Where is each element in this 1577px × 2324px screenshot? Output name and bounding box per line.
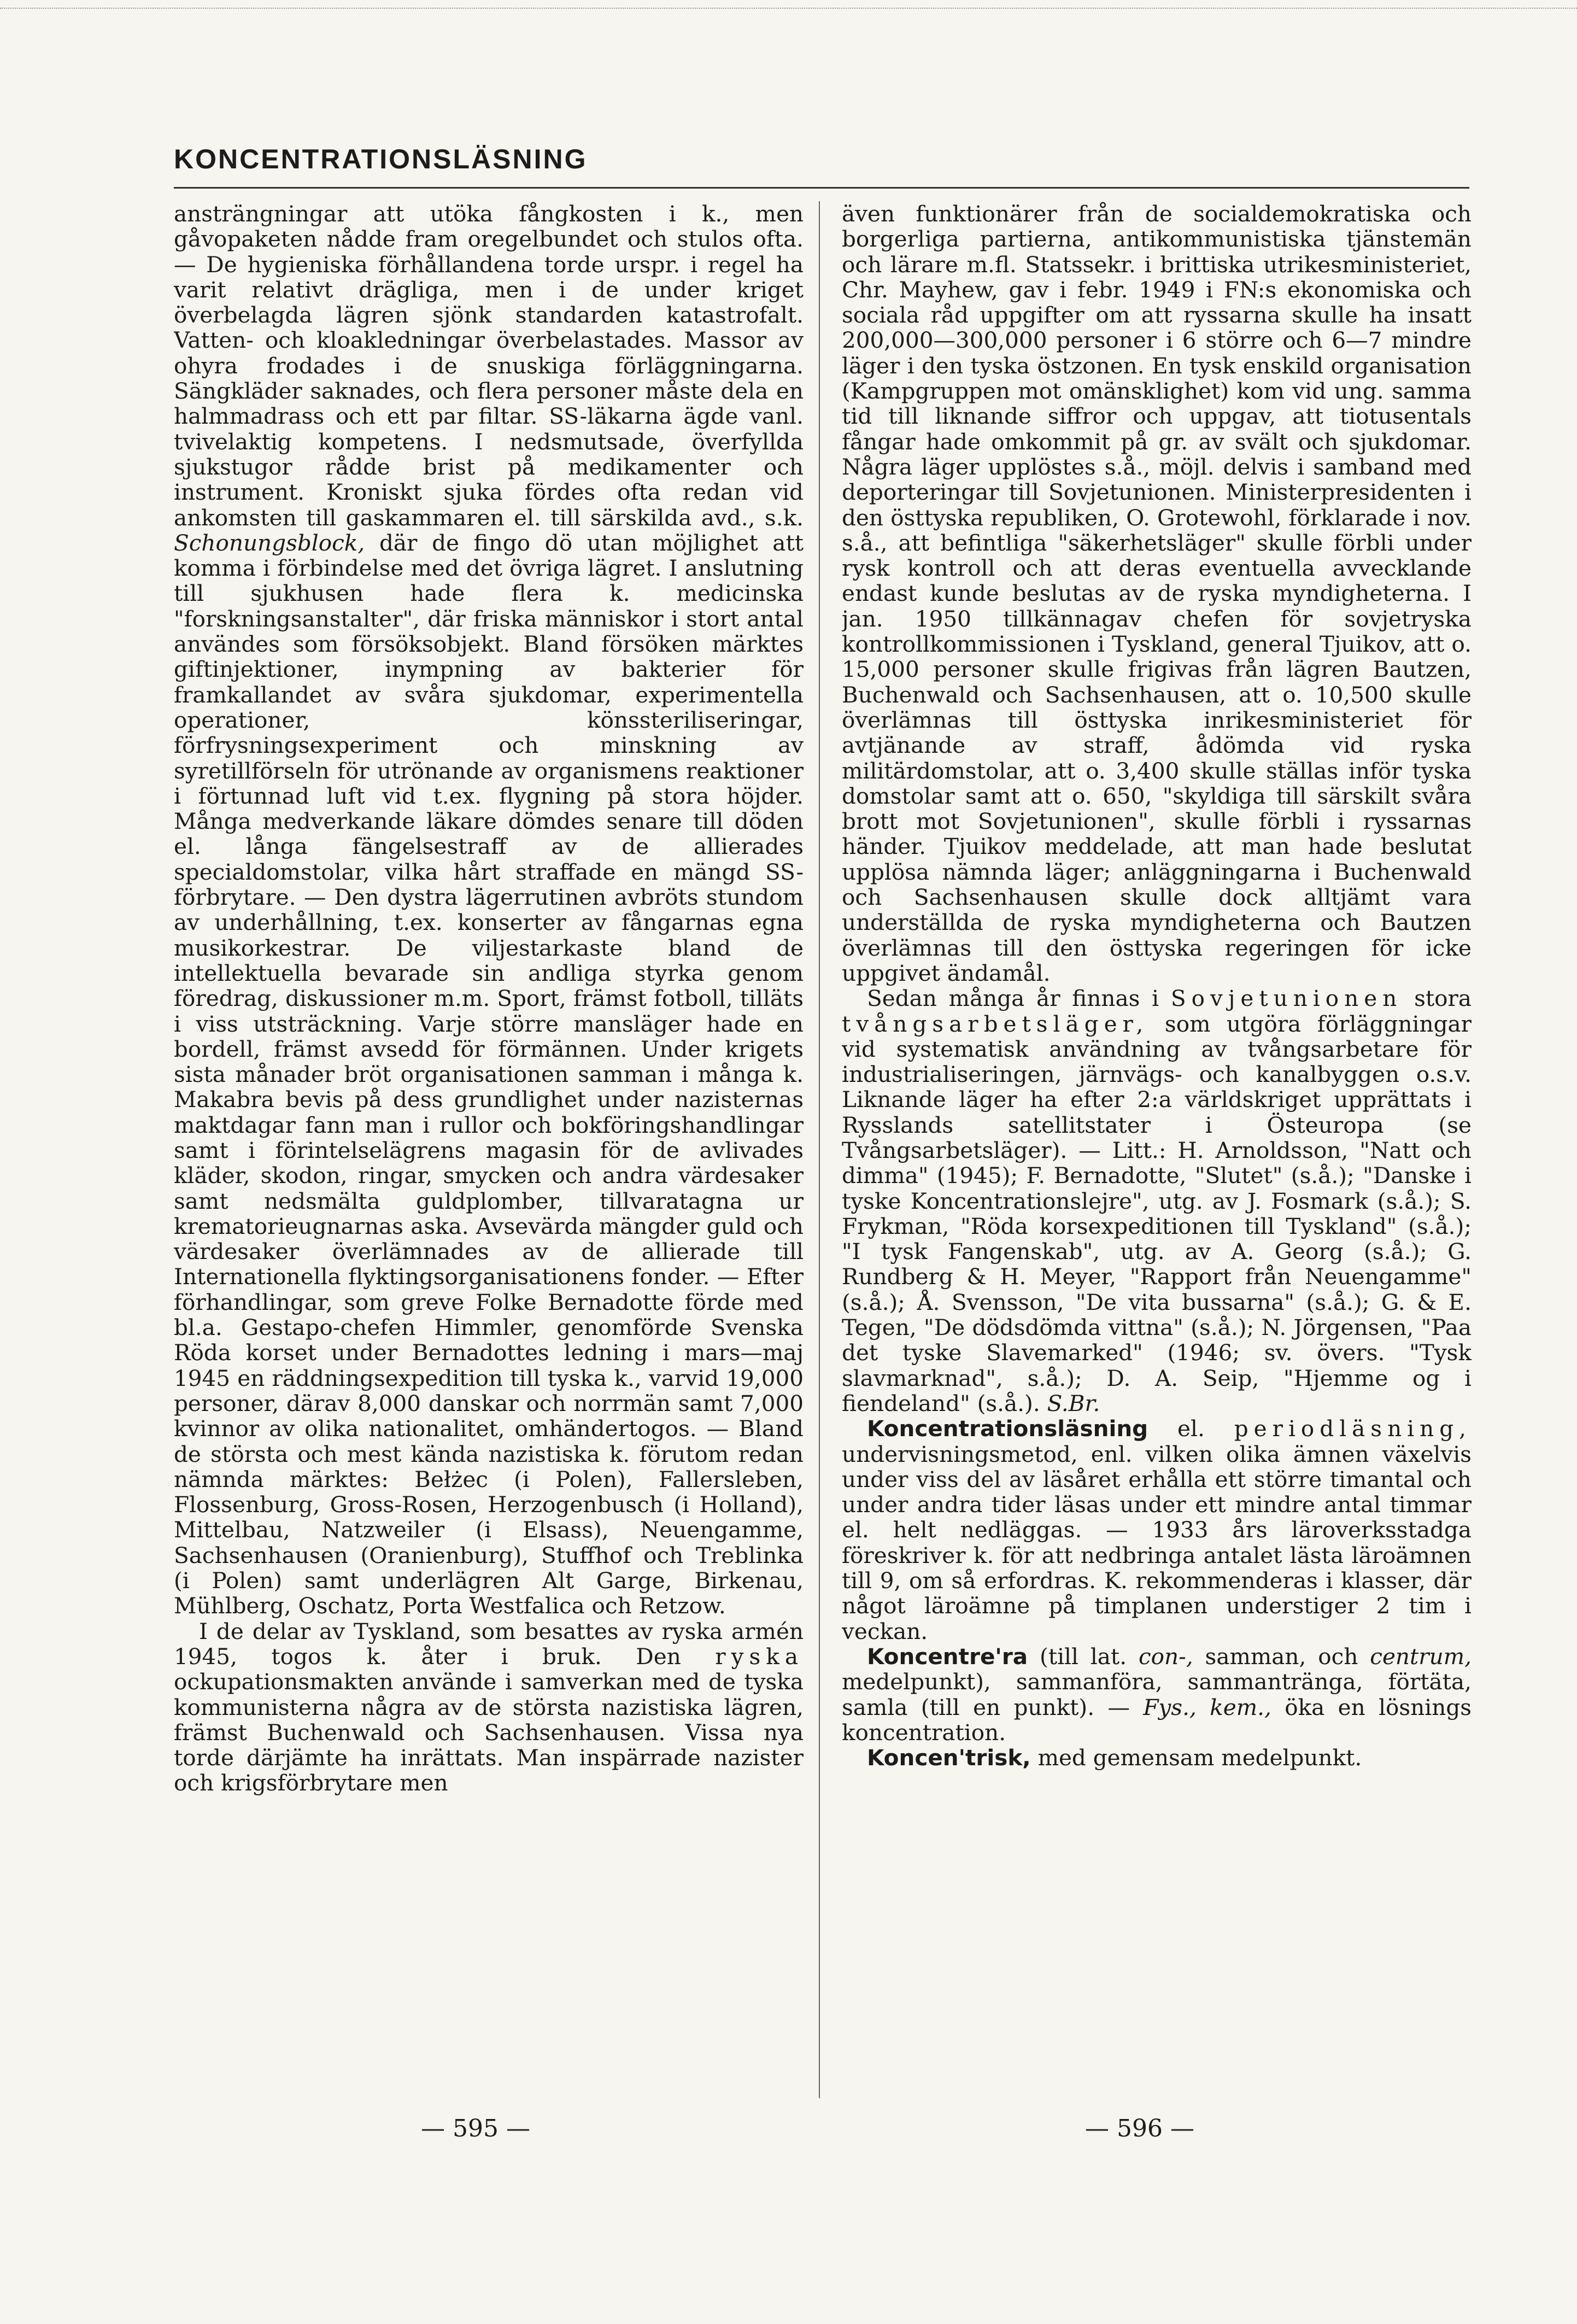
right-column [842,201,1472,2104]
left-paragraph-2 [174,1619,804,1796]
page-number-right: — 596 — [1085,2115,1194,2142]
text-run: med gemensam medelpunkt. [1037,1745,1362,1771]
text-run: medelpunkt), sammanföra, sammantränga, förtäta, samla (till en punkt). — [842,1669,1472,1720]
italic-term: Fys., kem., [1143,1694,1271,1720]
entry-koncentrisk [842,1745,1472,1770]
author-signature: S.Br. [1047,1390,1100,1416]
right-paragraph-2 [842,986,1472,1416]
spaced-term: Sovjetunionen [1170,985,1403,1012]
text-run: där de fingo dö utan möjlighet att komma i förbindelse med det övriga lägret. I anslutning till sjukhusen hade flera k. medicinska "forskningsanstalter", där friska människor i stort antal användes som försöksobjekt. Bland försöken märktes giftinjektioner, inympning av bakterier för framkallandet av svåra sjukdomar, experimentella operationer, könssteriliseringar, förfrysningsexperiment och minskning av syretillförseln för utrönande av organismens reaktioner i förtunnad luft vid t.ex. flygning på stora höjder. Många medverkande läkare dömdes senare till döden el. långa fängelsestraff av de allierades specialdomstolar, vilka hårt straffade en mängd SS-förbrytare. — Den dystra lägerrutinen avbröts stundom av underhållning, t.ex. konserter av fångarnas egna musikorkestrar. De viljestarkaste bland de intellektuella bevarade sin andliga styrka genom föredrag, diskussioner m.m. Sport, främst fotboll, tilläts i viss utsträckning. Varje större mansläger hade en bordell, främst avsedd för förmännen. Under krigets sista månader bröt organisationen samman i många k. Makabra bevis på dess grundlighet under nazisternas maktdagar fann man i rullor och bokföringshandlingar samt i förintelselägrens magasin för de avlivades kläder, skodon, ringar, smycken och andra värdesaker samt nedsmälta guldplomber, tillvaratagna ur krematorieugnarnas aska. Avsevärda mängder guld och värdesaker överlämnades av de allierade till Internationella flyktingsorganisationens fonder. — Efter förhandlingar, som greve Folke Bernadotte förde med bl.a. Gestapo-chefen Himmler, genomförde Svenska Röda korset under Bernadottes ledning i mars—maj 1945 en räddningsexpedition till tyska k., varvid 19,000 personer, därav 8,000 danskar och norrmän samt 7,000 kvinnor av olika nationalitet, omhändertogos. — Bland de största och mest kända nazistiska k. förutom redan nämnda märktes: Bełżec (i Polen), Fallersleben, Flossenburg, Gross-Rosen, Herzogenbusch (i Holland), Mittelbau, Natzweiler (i Elsass), Neuengamme, Sachsenhausen (Oranienburg), Stuffhof och Treblinka (i Polen) samt underlägren Alt Garge, Birkenau, Mühlberg, Oschatz, Porta Westfalica och Retzow. [174,529,804,1619]
page-number-left: — 595 — [421,2115,530,2142]
italic-term: centrum, [1370,1643,1472,1670]
text-run: I de delar av Tyskland, som besattes av ryska armén 1945, togos k. åter i bruk. Den [174,1618,804,1670]
header-rule [174,187,1469,189]
entry-koncentrationslasning [842,1416,1472,1644]
text-run: ansträngningar att utöka fångkosten i k., men gåvopaketen nådde fram oregelbundet och stulos ofta. — De hygieniska förhållandena torde urspr. i regel ha varit relativt drägliga, men i de under kriget överbelagda lägren sjönk standarden katastrofalt. Vatten- och kloakledningar överbelastades. Massor av ohyra frodades i de snuskiga förläggningarna. Sängkläder saknades, och flera personer måste dela en halmmadrass och ett par filtar. SS-läkarna ägde vanl. tvivelaktig kompetens. I nedsmutsade, överfyllda sjukstugor rådde brist på medikamenter och instrument. Kroniskt sjuka fördes ofta redan vid ankomsten till gaskammaren el. till särskilda avd., s.k. [174,201,804,531]
text-run: samman, och [1205,1643,1358,1670]
entry-headword: Koncentrationsläsning [867,1415,1148,1442]
left-column [174,201,804,2104]
text-run: ockupationsmakten använde i samverkan med de tyska kommunisterna några av de största nazistiska lägren, främst Buchenwald och Sachsenhausen. Vissa nya torde därjämte ha inrättats. Man inspärrade nazister och krigsförbrytare men [174,1669,804,1796]
italic-term: Schonungsblock, [174,529,365,556]
text-run: även funktionärer från de socialdemokratiska och borgerliga partierna, antikommunistiska tjänstemän och lärare m.fl. Statssekr. i brittiska utrikesministeriet, Chr. Mayhew, gav i febr. 1949 i FN:s ekonomiska och sociala råd uppgifter om att ryssarna skulle ha insatt 200,000—300,000 personer i 6 större och 6—7 mindre läger i den tyska östzonen. En tysk enskild organisation (Kampgruppen mot omänsklighet) kom vid ung. samma tid till liknande siffror och uppgav, att tiotusentals fångar hade omkommit på gr. av svält och sjukdomar. Några läger upplöstes s.å., möjl. delvis i samband med deporteringar till Sovjetunionen. Ministerpresidenten i den östtyska republiken, O. Grotewohl, förklarade i nov. s.å., att befintliga "säkerhetsläger" skulle förbli under rysk kontroll och att deras eventuella avvecklande endast kunde beslutas av de ryska myndigheterna. I jan. 1950 tillkännagav chefen för sovjetryska kontrollkommissionen i Tyskland, general Tjuikov, att o. 15,000 personer skulle frigivas från lägren Bautzen, Buchenwald och Sachsenhausen, att o. 10,500 skulle överlämnas till östtyska inrikesministeriet för avtjänande av straff, ådömda vid ryska militärdomstolar, att o. 3,400 skulle ställas inför tyska domstolar samt att o. 650, "skyldiga till särskilt svåra brott mot Sovjetunionen", skulle förbli i ryssarnas händer. Tjuikov meddelade, att man hade beslutat upplösa nämnda läger; anläggningarna i Buchenwald och Sachsenhausen skulle dock alltjämt vara underställda de ryska myndigheterna och Bautzen överlämnas till den östtyska regeringen för icke uppgivet ändamål. [842,201,1472,986]
text-run: stora [1414,985,1472,1012]
spaced-term: periodläsning, [1234,1415,1472,1442]
entry-headword: Koncentre'ra [867,1643,1028,1670]
left-paragraph-1 [174,201,804,1619]
italic-term: con-, [1138,1643,1193,1670]
text-run: Sedan många år finnas i [867,985,1159,1012]
spaced-term: ryska [715,1643,804,1670]
text-run: öka en lösnings koncentration. [842,1694,1472,1746]
top-edge-line [0,8,1577,9]
text-run: som utgöra förläggningar vid systematisk användning av tvångsarbetare för industrialiseringen, järnvägs- och kanalbyggen o.s.v. Liknande läger ha efter 2:a världskriget upprättats i Rysslands satellitstater i Östeuropa (se Tvångsarbetsläger). — Litt.: H. Arnoldsson, "Natt och dimma" (1945); F. Bernadotte, "Slutet" (s.å.); "Danske i tyske Koncentrationslejre", utg. av J. Fosmark (s.å.); S. Frykman, "Röda korsexpeditionen till Tyskland" (s.å.); "I tysk Fangenskab", utg. av A. Georg (s.å.); G. Rundberg & H. Meyer, "Rapport från Neuengamme" (s.å.); Å. Svensson, "De vita bussarna" (s.å.); G. & E. Tegen, "De dödsdömda vittna" (s.å.); N. Jörgensen, "Paa det tyske Slavemarked" (1946; sv. övers. "Tysk slavmarknad", s.å.); D. A. Seip, "Hjemme og i fiendeland" (s.å.). [842,1010,1472,1416]
entry-koncentrera [842,1644,1472,1745]
text-run: undervisningsmetod, enl. vilken olika ämnen växelvis under viss del av läsåret erhålla ett större timantal och under andra tider läsas under ett mindre antal timmar el. helt nedläggas. — 1933 års läroverksstadga föreskriver k. för att nedbringa antalet lästa läroämnen till 9, om så erfordras. K. rekommenderas i klasser, där något läroämne på timplanen understiger 2 tim i veckan. [842,1441,1472,1644]
column-divider [819,201,820,2098]
text-run: (till lat. [1040,1643,1127,1670]
running-header: KONCENTRATIONSLÄSNING [174,144,588,174]
entry-headword: Koncen'trisk, [867,1745,1031,1771]
spaced-term: tvångsarbetsläger, [842,1010,1149,1037]
right-paragraph-1 [842,201,1472,986]
text-run: el. [1177,1415,1205,1442]
